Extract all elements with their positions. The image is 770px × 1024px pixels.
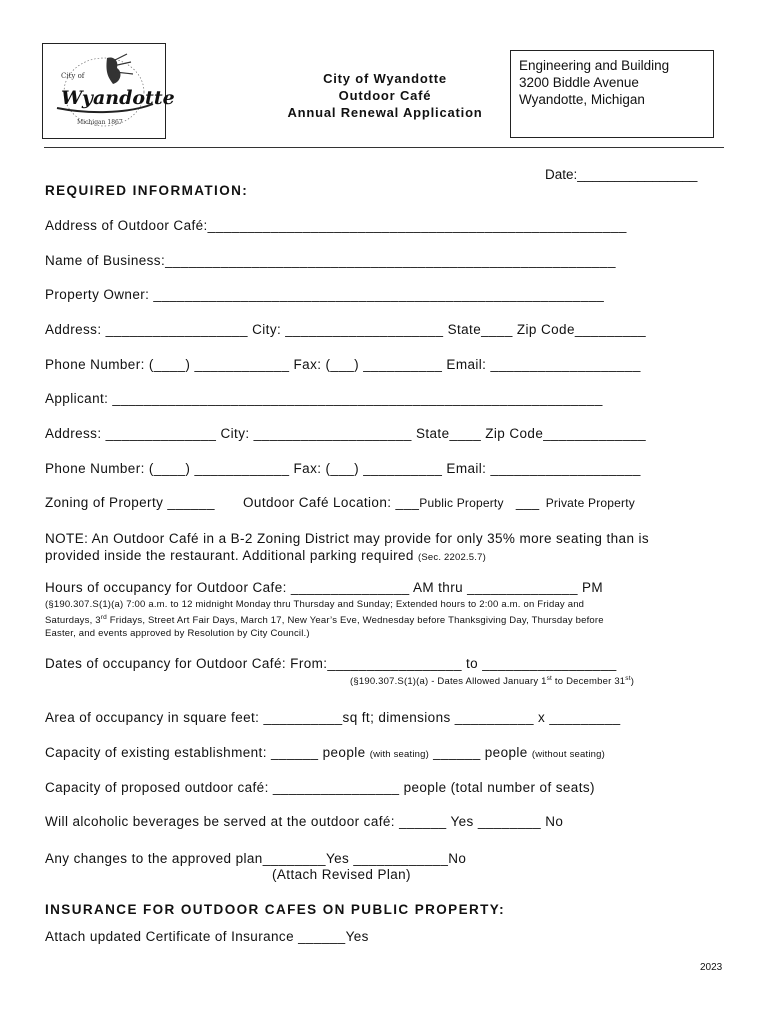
private-property-option: Private Property (545, 496, 635, 510)
hours-foot-3: Easter, and events approved by Resolution by City Council.) (45, 628, 310, 640)
alcohol-field[interactable]: Will alcoholic beverages be served at the outdoor café: ______ Yes ________ No (45, 814, 564, 829)
capacity-existing-without[interactable]: ______ people (433, 745, 528, 760)
zoning-field[interactable]: Zoning of Property ______ (45, 495, 215, 510)
form-year: 2023 (700, 962, 723, 973)
department-address-box (510, 50, 714, 138)
note-line-2: provided inside the restaurant. Additional parking required (45, 548, 414, 563)
city-logo (42, 43, 175, 139)
hours-foot-sup: rd (100, 614, 107, 621)
capacity-proposed-field[interactable]: Capacity of proposed outdoor café: ________________ people (total number of seats) (45, 780, 595, 795)
cafe-address-field[interactable]: Address of Outdoor Café:_____________________________________________________ (45, 218, 627, 233)
cafe-location-label[interactable]: Outdoor Café Location: ___ (243, 495, 420, 510)
dept-name: Engineering and Building (519, 58, 670, 73)
title-city: City of Wyandotte (323, 71, 447, 86)
insurance-heading: INSURANCE FOR OUTDOOR CAFES ON PUBLIC PROPERTY: (45, 902, 506, 917)
business-name-field[interactable]: Name of Business:_________________________________________________________ (45, 253, 616, 268)
dept-street: 3200 Biddle Avenue (519, 75, 639, 90)
header-divider (44, 147, 724, 148)
plan-changes-field[interactable]: Any changes to the approved plan________Yes ____________No (45, 851, 467, 866)
attach-plan-note: (Attach Revised Plan) (272, 867, 411, 882)
logo-wordmark: Wyandotte (61, 87, 175, 109)
property-owner-field[interactable]: Property Owner: _________________________________________________________ (45, 287, 605, 302)
area-field[interactable]: Area of occupancy in square feet: __________sq ft; dimensions __________ x _________ (45, 710, 621, 725)
dates-ref-sup1: st (546, 675, 553, 682)
dates-ref-c: ) (630, 676, 635, 688)
applicant-field[interactable]: Applicant: ______________________________________________________________ (45, 391, 603, 406)
capacity-existing-with[interactable]: Capacity of existing establishment: ______ people (45, 745, 366, 760)
dates-ref-a: (§190.307.S(1)(a) - Dates Allowed January 1 (350, 676, 547, 688)
hours-foot-2b: Fridays, Street Art Fair Days, March 17, New Year’s Eve, Wednesday before Thanksgiving Day, Thursday before (106, 615, 604, 627)
private-property-blank[interactable]: ___ (515, 495, 540, 510)
capacity-existing-row[interactable] (45, 745, 605, 760)
applicant-address-row[interactable]: Address: ______________ City: ____________________ State____ Zip Code_____________ (45, 426, 647, 441)
insurance-field[interactable]: Attach updated Certificate of Insurance ______Yes (45, 929, 369, 944)
logo-arc-bottom: Michigan 1867 (77, 119, 123, 126)
form-title (240, 70, 530, 121)
note-section-ref: (Sec. 2202.5.7) (417, 552, 486, 563)
title-cafe: Outdoor Café (338, 88, 432, 103)
date-field[interactable]: Date:________________ (545, 167, 698, 182)
hours-footnote (45, 598, 604, 640)
owner-address-row[interactable]: Address: __________________ City: ____________________ State____ Zip Code_________ (45, 322, 647, 337)
logo-arc-top: City of (61, 72, 85, 80)
owner-contact-row[interactable]: Phone Number: (____) ____________ Fax: (___) __________ Email: ___________________ (45, 357, 641, 372)
applicant-contact-row[interactable]: Phone Number: (____) ____________ Fax: (___) __________ Email: ___________________ (45, 461, 641, 476)
dates-footnote (350, 672, 634, 688)
dates-ref-b: to December 31 (552, 676, 626, 688)
seating-note (45, 530, 649, 566)
zoning-row (45, 495, 635, 510)
title-application: Annual Renewal Application (287, 105, 483, 120)
wyandotte-logo-graphic (47, 48, 175, 134)
required-info-heading: REQUIRED INFORMATION: (45, 183, 249, 198)
public-property-option: Public Property (419, 496, 504, 510)
hours-foot-2a: Saturdays, 3 (45, 615, 101, 627)
dates-ref-sup2: st (625, 675, 631, 682)
hours-foot-1: (§190.307.S(1)(a) 7:00 a.m. to 12 midnight Monday thru Thursday and Sunday; Extended hours to 2:00 a.m. on Friday and (45, 599, 585, 610)
dept-city: Wyandotte, Michigan (519, 92, 645, 107)
with-seating-note: (with seating) (369, 749, 429, 760)
dates-field[interactable]: Dates of occupancy for Outdoor Café: From:_________________ to _________________ (45, 656, 617, 671)
without-seating-note: (without seating) (531, 749, 605, 760)
hours-field[interactable]: Hours of occupancy for Outdoor Cafe: _______________ AM thru ______________ PM (45, 580, 604, 595)
note-line-1: NOTE: An Outdoor Café in a B-2 Zoning District may provide for only 35% more seating than is (45, 531, 650, 546)
